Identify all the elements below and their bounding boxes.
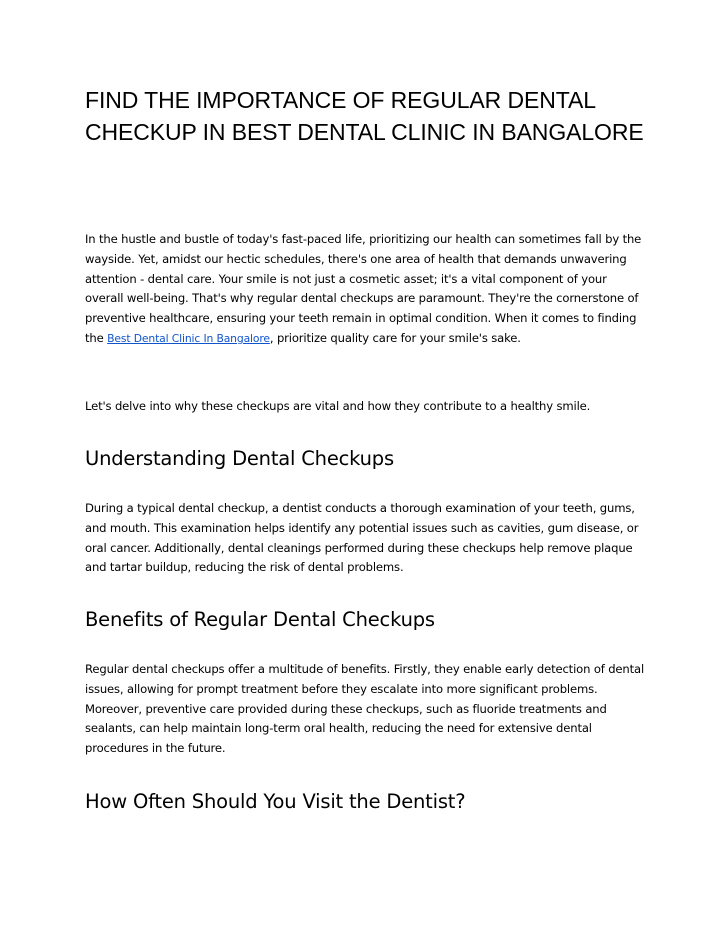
section-body-benefits: Regular dental checkups offer a multitude of benefits. Firstly, they enable early detection of dental issues, allowing for prompt treatment before they escalate into more significant problems. Moreover, preventive care provided during these checkups, such as fluoride treatments and sealants, can help maintain long-term oral health, reducing the need for extensive dental procedures in the future. (85, 662, 645, 756)
page-title: FIND THE IMPORTANCE OF REGULAR DENTAL CHECKUP IN BEST DENTAL CLINIC IN BANGALORE (85, 87, 644, 145)
section-heading-benefits: Benefits of Regular Dental Checkups (85, 608, 435, 631)
intro-text-before-link: In the hustle and bustle of today's fast-paced life, prioritizing our health can sometimes fall by the wayside. Yet, amidst our hectic schedules, there's one area of health that demands unwavering attention - dental care. Your smile is not just a cosmetic asset; it's a vital component of your overall well-being. That's why regular dental checkups are paramount. They're the cornerstone of preventive healthcare, ensuring your teeth remain in optimal condition. When it comes to finding the (85, 232, 642, 345)
best-dental-clinic-link[interactable]: Best Dental Clinic In Bangalore (107, 331, 270, 345)
section-heading-understanding: Understanding Dental Checkups (85, 447, 394, 470)
delve-paragraph: Let's delve into why these checkups are vital and how they contribute to a healthy smile. (85, 399, 591, 413)
intro-text-after-link: , prioritize quality care for your smile's sake. (269, 330, 521, 345)
intro-paragraph (85, 230, 645, 349)
section-heading-visit-frequency: How Often Should You Visit the Dentist? (85, 790, 466, 813)
section-body-understanding: During a typical dental checkup, a dentist conducts a thorough examination of your teeth, gums, and mouth. This examination helps identify any potential issues such as cavities, gum disease, or oral cancer. Additionally, dental cleanings performed during these checkups help remove plaque and tartar buildup, reducing the risk of dental problems. (85, 501, 639, 575)
